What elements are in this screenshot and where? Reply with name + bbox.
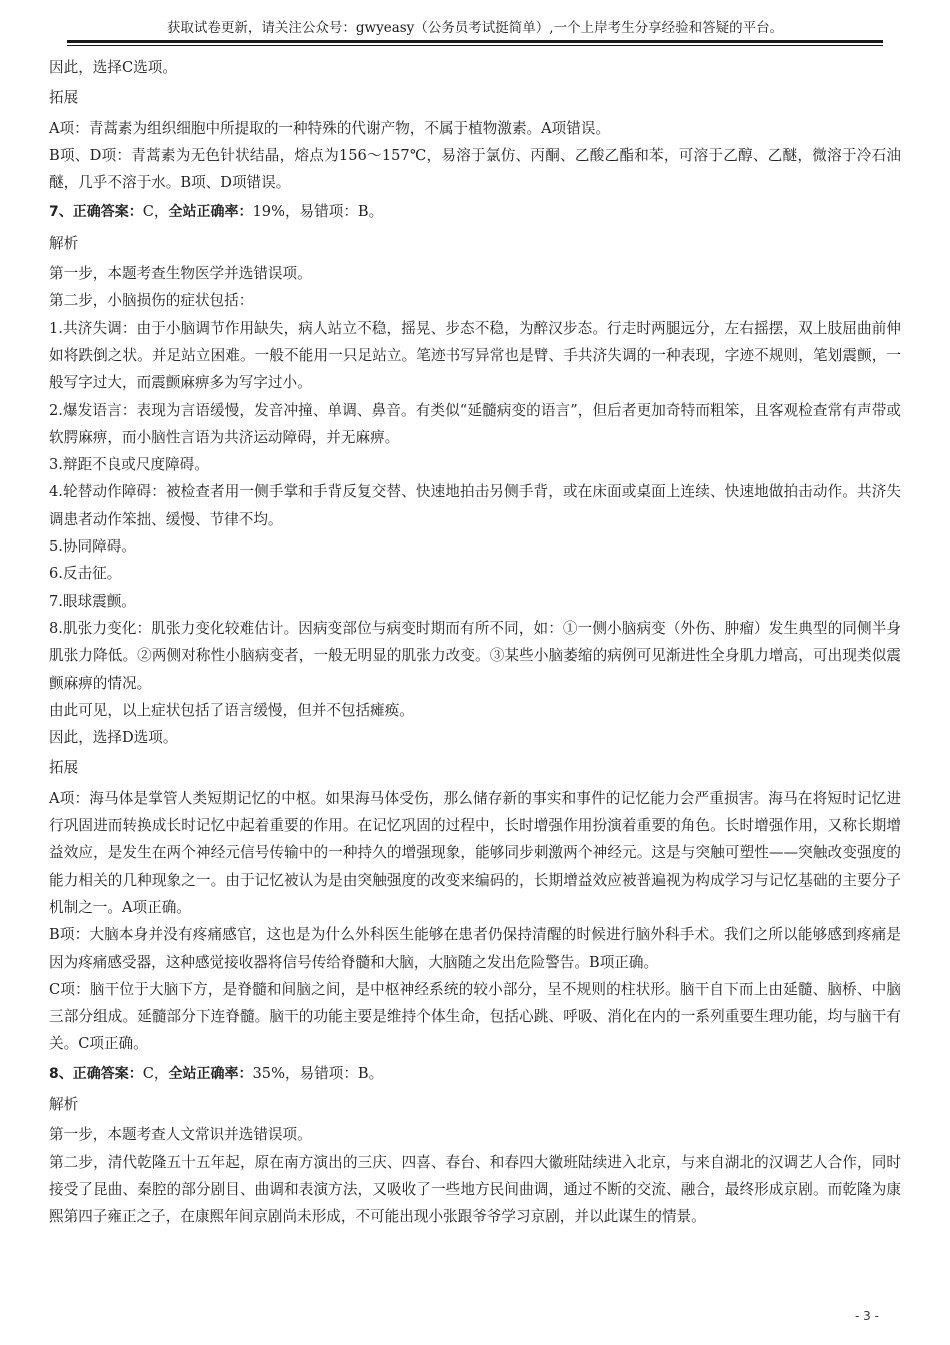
paragraph: 6.反击征。 xyxy=(49,565,122,583)
paragraph: C项：脑干位于大脑下方，是脊髓和间脑之间，是中枢神经系统的较小部分，呈不规则的柱状形。脑干自下而上由延髓、脑桥、中脑三部分组成。延髓部分下连脊髓。脑干的功能主要是维持个体生命，包括心跳、呼吸、消化在内的一系列重要生理功能，均与脑干有关。C项正确。 xyxy=(49,980,901,1053)
rate-label: 全站正确率： xyxy=(168,204,253,221)
section-label: 解析 xyxy=(49,1095,79,1113)
document-body xyxy=(49,54,901,1230)
answer-line xyxy=(49,1060,901,1088)
question-number: 8、 xyxy=(49,1065,73,1082)
paragraph: 3.辩距不良或尺度障碍。 xyxy=(49,456,209,474)
answer-value: C， xyxy=(142,1064,169,1082)
answer-value: C， xyxy=(142,203,169,221)
paragraph: 由此可见，以上症状包括了语言缓慢，但并不包括瘫痪。 xyxy=(49,701,414,719)
paragraph: 1.共济失调：由于小脑调节作用缺失，病人站立不稳，摇晃、步态不稳，为醉汉步态。行走时两腿远分，左右摇摆，双上肢屈曲前伸如将跌倒之状。并足站立困难。一般不能用一只足站立。笔迹书写异常也是臂、手共济失调的一种表现，字迹不规则，笔划震颤，一般写字过大，而震颤麻痹多为写字过小。 xyxy=(49,319,901,392)
paragraph: 2.爆发语言：表现为言语缓慢，发音冲撞、单调、鼻音。有类似“延髓病变的语言”，但后者更加奇特而粗笨，且客观检查常有声带或软腭麻痹，而小脑性言语为共济运动障碍，并无麻痹。 xyxy=(49,401,901,446)
header-rule-thick xyxy=(67,40,883,43)
paragraph: 4.轮替动作障碍：被检查者用一侧手掌和手背反复交替、快速地拍击另侧手背，或在床面或桌面上连续、快速地做拍击动作。共济失调患者动作笨拙、缓慢、节律不均。 xyxy=(49,483,901,528)
answer-label: 正确答案： xyxy=(72,204,143,221)
rate-value: 35%，易错项：B。 xyxy=(252,1064,384,1082)
paragraph: 7.眼球震颤。 xyxy=(49,592,136,610)
rate-value: 19%，易错项：B。 xyxy=(252,203,384,221)
paragraph: 第一步，本题考查人文常识并选错误项。 xyxy=(49,1126,312,1144)
paragraph: A项：青蒿素为组织细胞中所提取的一种特殊的代谢产物，不属于植物激素。A项错误。 xyxy=(49,119,611,137)
header-rule-thin xyxy=(67,45,883,46)
paragraph: B项：大脑本身并没有疼痛感官，这也是为什么外科医生能够在患者仍保持清醒的时候进行脑外科手术。我们之所以能够感到疼痛是因为疼痛感受器，这种感觉接收器将信号传给脊髓和大脑，大脑随之发出危险警告。B项正确。 xyxy=(49,926,901,971)
section-label: 拓展 xyxy=(49,759,79,777)
paragraph: 因此，选择C选项。 xyxy=(49,59,177,76)
page-number: - 3 - xyxy=(855,1309,879,1323)
page-header: 获取试卷更新，请关注公众号：gwyeasy（公务员考试挺简单）,一个上岸考生分享经验和答疑的平台。 xyxy=(166,20,784,36)
paragraph: B项、D项：青蒿素为无色针状结晶，熔点为156～157℃，易溶于氯仿、丙酮、乙酸乙酯和苯，可溶于乙醇、乙醚，微溶于冷石油醚，几乎不溶于水。B项、D项错误。 xyxy=(49,146,901,192)
paragraph: 第二步，小脑损伤的症状包括： xyxy=(49,292,254,310)
paragraph: A项：海马体是掌管人类短期记忆的中枢。如果海马体受伤，那么储存新的事实和事件的记忆能力会严重损害。海马在将短时记忆进行巩固进而转换成长时记忆中起着重要的作用。在记忆巩固的过程中，长时增强作用扮演着重要的角色。长时增强作用，又称长期增益效应，是发生在两个神经元信号传输中的一种持久的增强现象，能够同步刺激两个神经元。这是与突触可塑性——突触改变强度的能力相关的几种现象之一。由于记忆被认为是由突触强度的改变来编码的，长期增益效应被普遍视为构成学习与记忆基础的主要分子机制之一。A项正确。 xyxy=(49,789,901,916)
paragraph: 因此，选择D选项。 xyxy=(49,729,178,747)
answer-line xyxy=(49,198,901,226)
paragraph: 8.肌张力变化：肌张力变化较难估计。因病变部位与病变时期而有所不同，如：①一侧小脑病变（外伤、肿瘤）发生典型的同侧半身肌张力降低。②两侧对称性小脑病变者，一般无明显的肌张力改变。③某些小脑萎缩的病例可见渐进性全身肌力增高，可出现类似震颤麻痹的情况。 xyxy=(49,619,901,692)
rate-label: 全站正确率： xyxy=(168,1065,253,1082)
paragraph: 第二步，清代乾隆五十五年起，原在南方演出的三庆、四喜、春台、和春四大徽班陆续进入北京，与来自湖北的汉调艺人合作，同时接受了昆曲、秦腔的部分剧目、曲调和表演方法，又吸收了一些地方民间曲调，通过不断的交流、融合，最终形成京剧。而乾隆为康熙第四子雍正之子，在康熙年间京剧尚未形成，不可能出现小张跟爷爷学习京剧，并以此谋生的情景。 xyxy=(49,1153,901,1226)
paragraph: 第一步，本题考查生物医学并选错误项。 xyxy=(49,265,312,283)
section-label: 拓展 xyxy=(49,89,79,107)
paragraph: 5.协同障碍。 xyxy=(49,538,136,556)
section-label: 解析 xyxy=(49,234,79,252)
answer-label: 正确答案： xyxy=(72,1065,143,1082)
question-number: 7、 xyxy=(49,204,73,221)
